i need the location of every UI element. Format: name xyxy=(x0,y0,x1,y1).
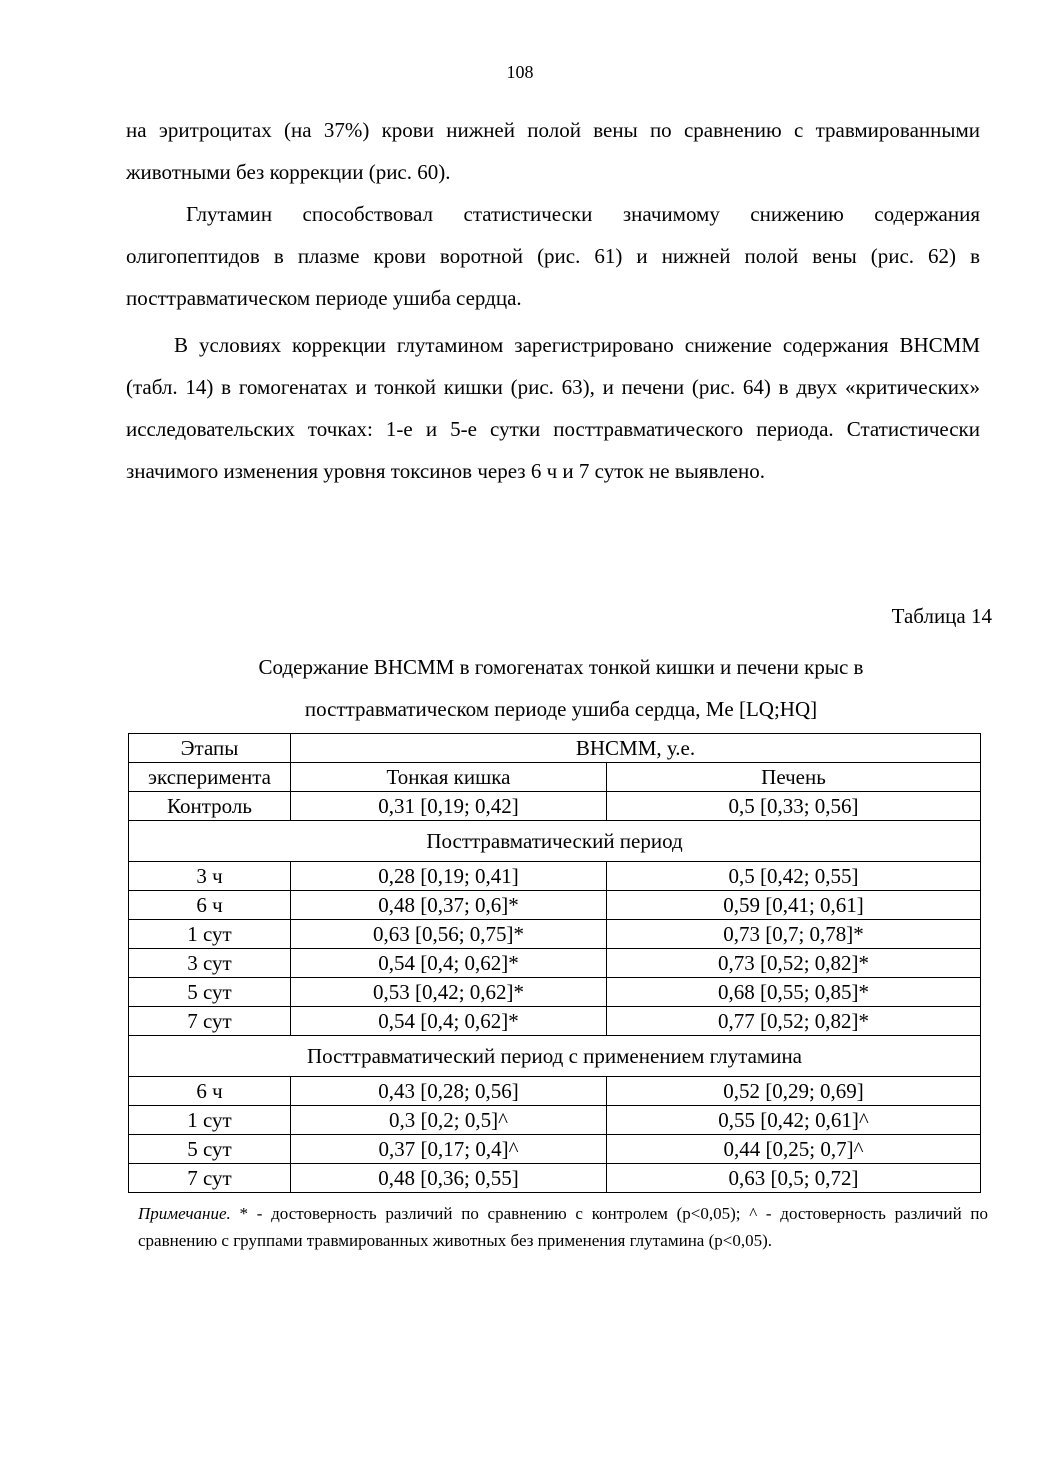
cell-stage: 3 ч xyxy=(129,862,291,891)
cell-stage: 1 сут xyxy=(129,1106,291,1135)
cell-stage: 5 сут xyxy=(129,978,291,1007)
table-section-row xyxy=(129,1036,981,1077)
paragraph-3: В условиях коррекции глутамином зарегистрировано снижение содержания ВНСММ (табл. 14) в гомогенатах и тонкой кишки (рис. 63), и печени (рис. 64) в двух «критических» исследовательских точках: 1-е и 5-е сутки посттравматического периода. Статистически значимого изменения уровня токсинов через 6 ч и 7 суток не выявлено. xyxy=(126,333,980,483)
cell-intestine: 0,3 [0,2; 0,5]^ xyxy=(291,1106,607,1135)
table-row xyxy=(129,978,981,1007)
cell-intestine: 0,63 [0,56; 0,75]* xyxy=(291,920,607,949)
header-group: ВНСММ, у.е. xyxy=(291,734,981,763)
cell-stage: 5 сут xyxy=(129,1135,291,1164)
table-caption-line-2: посттравматическом периоде ушиба сердца, Me [LQ;HQ] xyxy=(304,697,818,721)
cell-intestine: 0,28 [0,19; 0,41] xyxy=(291,862,607,891)
page-number: 108 xyxy=(506,62,534,82)
cell-stage: 1 сут xyxy=(129,920,291,949)
cell-liver: 0,5 [0,42; 0,55] xyxy=(607,862,981,891)
table-row xyxy=(129,920,981,949)
cell-intestine: 0,37 [0,17; 0,4]^ xyxy=(291,1135,607,1164)
table-header-row xyxy=(129,734,981,763)
cell-intestine: 0,48 [0,37; 0,6]* xyxy=(291,891,607,920)
cell-stage: 3 сут xyxy=(129,949,291,978)
section-heading-posttrauma: Посттравматический период xyxy=(129,821,981,862)
cell-intestine: 0,54 [0,4; 0,62]* xyxy=(291,1007,607,1036)
cell-stage: 7 сут xyxy=(129,1164,291,1193)
table-caption xyxy=(126,646,996,730)
cell-liver: 0,73 [0,52; 0,82]* xyxy=(607,949,981,978)
cell-intestine: 0,48 [0,36; 0,55] xyxy=(291,1164,607,1193)
note-text: * - достоверность различий по сравнению с контролем (p<0,05); ^ - достоверность различий по сравнению с группами травмированных животных без применения глутамина (p<0,05). xyxy=(138,1204,988,1250)
table-section-row xyxy=(129,821,981,862)
data-table xyxy=(128,733,981,1193)
cell-liver: 0,59 [0,41; 0,61] xyxy=(607,891,981,920)
table-row xyxy=(129,1077,981,1106)
cell-liver: 0,73 [0,7; 0,78]* xyxy=(607,920,981,949)
note-label: Примечание. xyxy=(138,1204,231,1223)
table-row xyxy=(129,891,981,920)
cell-liver: 0,52 [0,29; 0,69] xyxy=(607,1077,981,1106)
table-subheader-row xyxy=(129,763,981,792)
cell-stage: 6 ч xyxy=(129,1077,291,1106)
table-label: Таблица 14 xyxy=(891,604,992,628)
table-row xyxy=(129,862,981,891)
cell-intestine: 0,53 [0,42; 0,62]* xyxy=(291,978,607,1007)
table-row-control xyxy=(129,792,981,821)
header-stage-top: Этапы xyxy=(129,734,291,763)
cell-liver: 0,68 [0,55; 0,85]* xyxy=(607,978,981,1007)
cell-stage: Контроль xyxy=(129,792,291,821)
table-row xyxy=(129,1164,981,1193)
cell-intestine: 0,54 [0,4; 0,62]* xyxy=(291,949,607,978)
cell-liver: 0,63 [0,5; 0,72] xyxy=(607,1164,981,1193)
cell-intestine: 0,43 [0,28; 0,56] xyxy=(291,1077,607,1106)
table-note xyxy=(138,1200,988,1254)
cell-liver: 0,55 [0,42; 0,61]^ xyxy=(607,1106,981,1135)
table-row xyxy=(129,1135,981,1164)
table-row xyxy=(129,1007,981,1036)
cell-stage: 6 ч xyxy=(129,891,291,920)
cell-liver: 0,44 [0,25; 0,7]^ xyxy=(607,1135,981,1164)
table-row xyxy=(129,949,981,978)
header-intestine: Тонкая кишка xyxy=(291,763,607,792)
cell-liver: 0,77 [0,52; 0,82]* xyxy=(607,1007,981,1036)
cell-stage: 7 сут xyxy=(129,1007,291,1036)
paragraph-2: Глутамин способствовал статистически значимому снижению содержания олигопептидов в плазме крови воротной (рис. 61) и нижней полой вены (рис. 62) в посттравматическом периоде ушиба сердца. xyxy=(126,202,980,310)
header-stage-bottom: эксперимента xyxy=(129,763,291,792)
cell-liver: 0,5 [0,33; 0,56] xyxy=(607,792,981,821)
table-caption-line-1: Содержание ВНСММ в гомогенатах тонкой кишки и печени крыс в xyxy=(258,655,864,679)
header-liver: Печень xyxy=(607,763,981,792)
table-row xyxy=(129,1106,981,1135)
section-heading-glutamine: Посттравматический период с применением глутамина xyxy=(129,1036,981,1077)
paragraph-1: на эритроцитах (на 37%) крови нижней полой вены по сравнению с травмированными животными без коррекции (рис. 60). xyxy=(126,118,980,184)
cell-intestine: 0,31 [0,19; 0,42] xyxy=(291,792,607,821)
